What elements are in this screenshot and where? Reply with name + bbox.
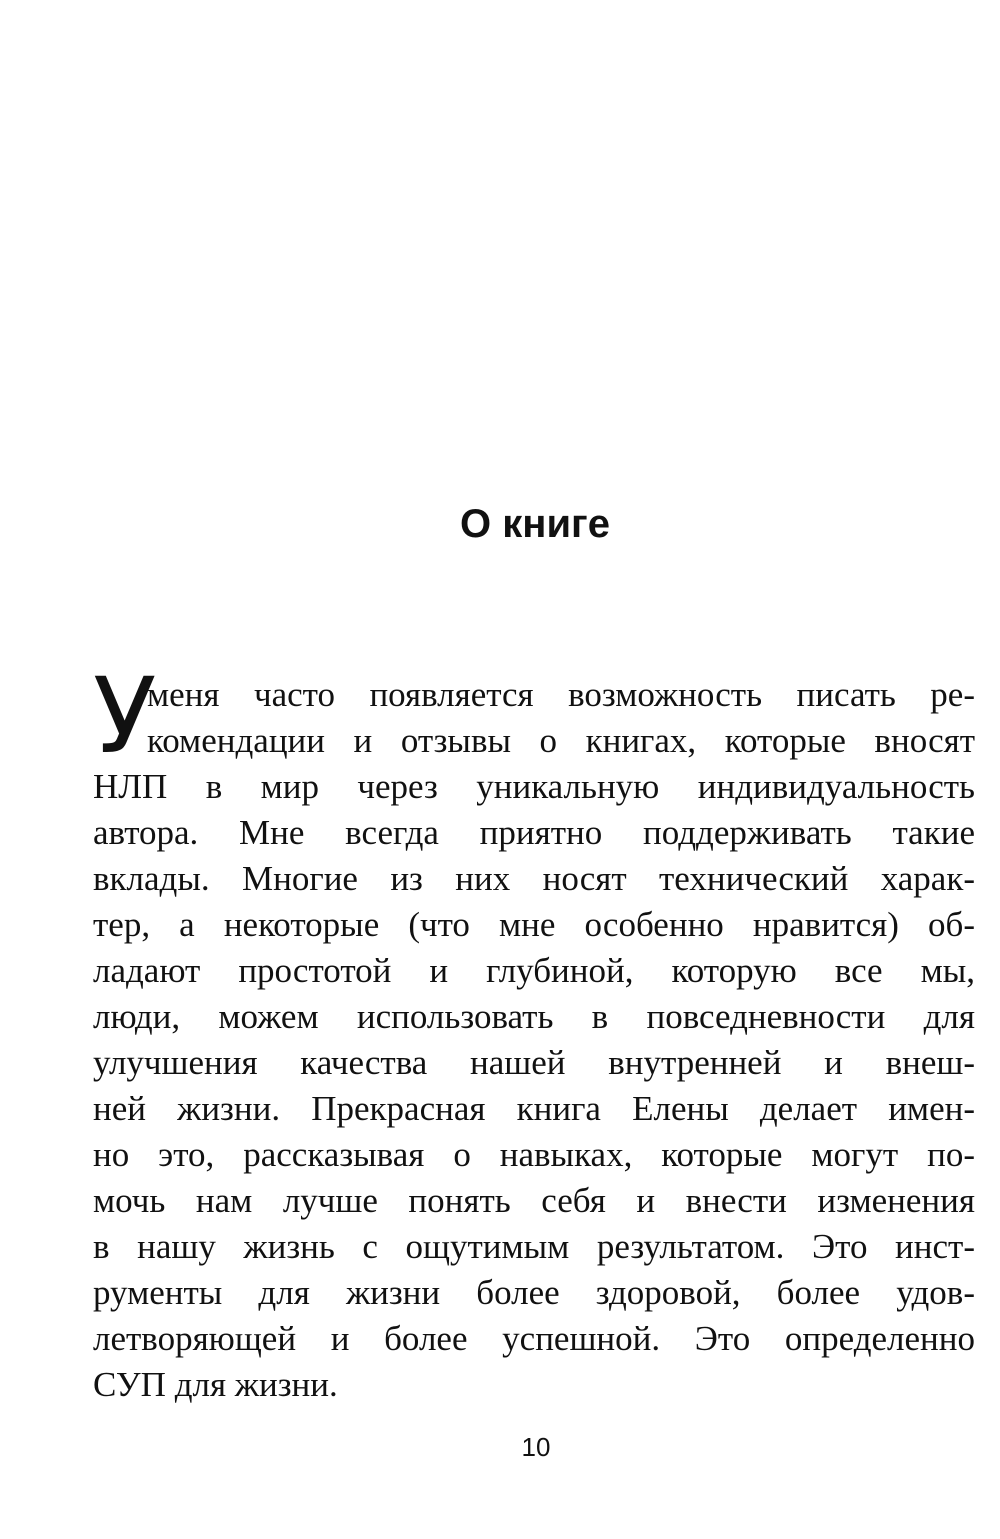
paragraph-line: люди, можем использовать в повседневности для <box>93 997 975 1036</box>
paragraph-line: ней жизни. Прекрасная книга Елены делает имен- <box>93 1089 975 1128</box>
drop-cap-letter: У <box>93 655 157 777</box>
paragraph-line: меня часто появляется возможность писать ре- <box>147 675 975 714</box>
paragraph-line: СУП для жизни. <box>93 1365 338 1404</box>
paragraph-line: тер, а некоторые (что мне особенно нравится) об- <box>93 905 975 944</box>
paragraph-line: комендации и отзывы о книгах, которые вносят <box>147 721 975 760</box>
paragraph-line: мочь нам лучше понять себя и внести изменения <box>93 1181 975 1220</box>
page-number: 10 <box>521 1432 551 1462</box>
paragraph-line: но это, рассказывая о навыках, которые могут по- <box>93 1135 975 1174</box>
paragraph-line: ладают простотой и глубиной, которую все мы, <box>93 951 975 990</box>
section-heading: О книге <box>460 502 610 546</box>
paragraph-line: вклады. Многие из них носят технический харак- <box>93 859 975 898</box>
body-paragraph <box>93 672 975 1408</box>
paragraph-line: рументы для жизни более здоровой, более удов- <box>93 1273 975 1312</box>
paragraph-line: летворяющей и более успешной. Это определенно <box>93 1319 975 1358</box>
paragraph-line: автора. Мне всегда приятно поддерживать такие <box>93 813 975 852</box>
paragraph-line: в нашу жизнь с ощутимым результатом. Это инст- <box>93 1227 975 1266</box>
paragraph-line: улучшения качества нашей внутренней и внеш- <box>93 1043 975 1082</box>
paragraph-line: НЛП в мир через уникальную индивидуальность <box>93 767 975 806</box>
